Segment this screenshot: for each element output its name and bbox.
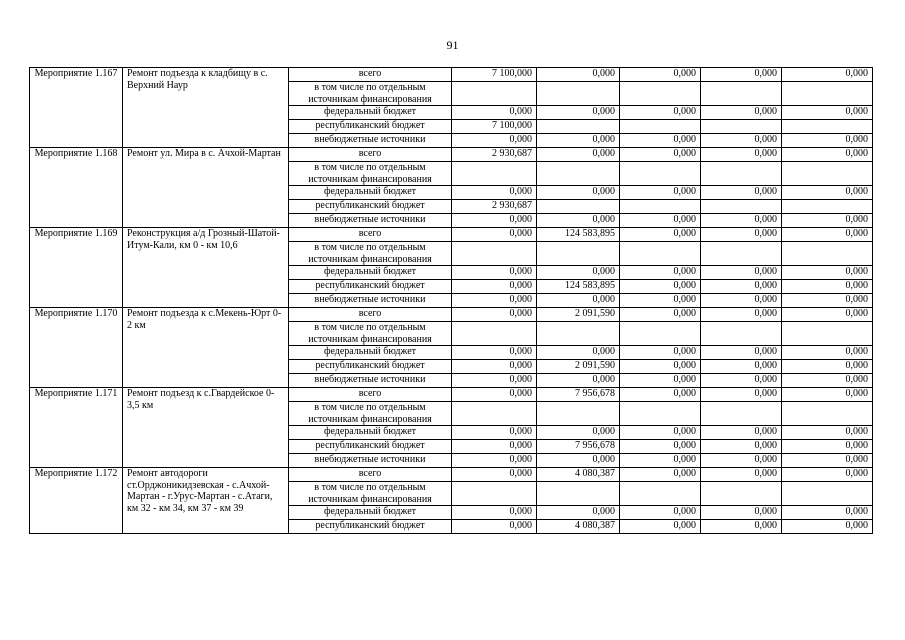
amount-cell <box>782 162 873 186</box>
amount-cell: 0,000 <box>701 214 782 228</box>
amount-cell <box>452 482 537 506</box>
amount-cell: 0,000 <box>782 214 873 228</box>
amount-cell: 0,000 <box>537 294 620 308</box>
amount-cell: 0,000 <box>537 506 620 520</box>
amount-cell: 0,000 <box>537 148 620 162</box>
amount-cell: 0,000 <box>452 134 537 148</box>
amount-cell: 0,000 <box>782 148 873 162</box>
amount-cell: 0,000 <box>452 214 537 228</box>
funding-source-cell: всего <box>289 308 452 322</box>
amount-cell: 0,000 <box>782 454 873 468</box>
amount-cell: 0,000 <box>701 374 782 388</box>
amount-cell <box>537 242 620 266</box>
amount-cell <box>782 482 873 506</box>
amount-cell <box>701 322 782 346</box>
amount-cell: 0,000 <box>701 294 782 308</box>
amount-cell: 2 091,590 <box>537 308 620 322</box>
funding-source-cell: внебюджетные источники <box>289 454 452 468</box>
amount-cell: 0,000 <box>537 426 620 440</box>
amount-cell: 0,000 <box>452 468 537 482</box>
funding-source-cell: федеральный бюджет <box>289 426 452 440</box>
amount-cell: 0,000 <box>701 280 782 294</box>
amount-cell: 0,000 <box>620 134 701 148</box>
amount-cell: 124 583,895 <box>537 228 620 242</box>
funding-source-cell: в том числе по отдельным источникам финансирования <box>289 482 452 506</box>
funding-source-cell: республиканский бюджет <box>289 360 452 374</box>
amount-cell: 0,000 <box>782 346 873 360</box>
amount-cell <box>537 402 620 426</box>
funding-source-cell: всего <box>289 228 452 242</box>
amount-cell: 0,000 <box>620 374 701 388</box>
amount-cell <box>537 82 620 106</box>
event-name-cell: Ремонт подъезд к с.Гвардейское 0-3,5 км <box>123 388 289 468</box>
amount-cell: 0,000 <box>620 214 701 228</box>
amount-cell <box>782 120 873 134</box>
table-row <box>30 228 873 242</box>
amount-cell <box>620 162 701 186</box>
amount-cell <box>782 200 873 214</box>
amount-cell: 7 956,678 <box>537 388 620 402</box>
amount-cell <box>701 402 782 426</box>
event-name-cell: Ремонт подъезда к кладбищу в с. Верхний Наур <box>123 68 289 148</box>
amount-cell: 0,000 <box>782 106 873 120</box>
amount-cell <box>701 200 782 214</box>
event-name-cell: Ремонт автодороги ст.Орджоникидзевская - с.Ачхой-Мартан - г.Урус-Мартан - с.Атаги, км 32 - км 34, км 37 - км 39 <box>123 468 289 534</box>
amount-cell: 0,000 <box>701 148 782 162</box>
funding-source-cell: внебюджетные источники <box>289 374 452 388</box>
amount-cell: 0,000 <box>701 346 782 360</box>
amount-cell: 0,000 <box>701 266 782 280</box>
amount-cell: 0,000 <box>620 468 701 482</box>
amount-cell: 0,000 <box>452 506 537 520</box>
amount-cell: 0,000 <box>782 266 873 280</box>
amount-cell: 0,000 <box>701 228 782 242</box>
amount-cell: 0,000 <box>620 148 701 162</box>
funding-source-cell: внебюджетные источники <box>289 134 452 148</box>
funding-source-cell: в том числе по отдельным источникам финансирования <box>289 242 452 266</box>
amount-cell: 0,000 <box>701 426 782 440</box>
amount-cell: 0,000 <box>452 280 537 294</box>
amount-cell: 0,000 <box>782 186 873 200</box>
funding-source-cell: республиканский бюджет <box>289 120 452 134</box>
event-number-cell: Мероприятие 1.171 <box>30 388 123 468</box>
funding-source-cell: внебюджетные источники <box>289 294 452 308</box>
amount-cell <box>537 322 620 346</box>
amount-cell: 0,000 <box>701 440 782 454</box>
amount-cell: 0,000 <box>782 374 873 388</box>
amount-cell: 0,000 <box>537 134 620 148</box>
amount-cell <box>537 120 620 134</box>
event-number-cell: Мероприятие 1.170 <box>30 308 123 388</box>
amount-cell <box>537 482 620 506</box>
amount-cell: 0,000 <box>452 106 537 120</box>
amount-cell: 0,000 <box>782 506 873 520</box>
amount-cell <box>782 82 873 106</box>
funding-source-cell: в том числе по отдельным источникам финансирования <box>289 402 452 426</box>
amount-cell: 0,000 <box>701 106 782 120</box>
amount-cell <box>782 402 873 426</box>
amount-cell <box>620 120 701 134</box>
amount-cell: 4 080,387 <box>537 468 620 482</box>
amount-cell: 0,000 <box>782 520 873 534</box>
amount-cell: 0,000 <box>452 346 537 360</box>
amount-cell: 0,000 <box>782 360 873 374</box>
amount-cell: 7 100,000 <box>452 68 537 82</box>
amount-cell: 0,000 <box>620 440 701 454</box>
amount-cell <box>452 242 537 266</box>
funding-source-cell: федеральный бюджет <box>289 506 452 520</box>
table-row <box>30 308 873 322</box>
amount-cell: 0,000 <box>782 388 873 402</box>
budget-table <box>29 67 873 534</box>
amount-cell: 0,000 <box>701 468 782 482</box>
amount-cell <box>537 162 620 186</box>
amount-cell <box>452 322 537 346</box>
event-number-cell: Мероприятие 1.167 <box>30 68 123 148</box>
funding-source-cell: в том числе по отдельным источникам финансирования <box>289 82 452 106</box>
amount-cell: 4 080,387 <box>537 520 620 534</box>
event-name-cell: Ремонт ул. Мира в с. Ачхой-Мартан <box>123 148 289 228</box>
amount-cell: 0,000 <box>620 186 701 200</box>
amount-cell: 0,000 <box>620 426 701 440</box>
amount-cell <box>452 162 537 186</box>
amount-cell: 0,000 <box>537 68 620 82</box>
amount-cell: 0,000 <box>620 308 701 322</box>
amount-cell: 2 091,590 <box>537 360 620 374</box>
amount-cell: 0,000 <box>782 280 873 294</box>
amount-cell: 0,000 <box>620 266 701 280</box>
amount-cell: 0,000 <box>782 308 873 322</box>
funding-source-cell: всего <box>289 148 452 162</box>
amount-cell: 0,000 <box>537 266 620 280</box>
amount-cell: 0,000 <box>620 228 701 242</box>
amount-cell: 0,000 <box>452 308 537 322</box>
amount-cell: 0,000 <box>537 186 620 200</box>
amount-cell: 0,000 <box>620 280 701 294</box>
amount-cell <box>452 402 537 426</box>
funding-source-cell: в том числе по отдельным источникам финансирования <box>289 322 452 346</box>
amount-cell: 0,000 <box>782 68 873 82</box>
amount-cell: 0,000 <box>620 106 701 120</box>
amount-cell: 0,000 <box>537 374 620 388</box>
table-row <box>30 148 873 162</box>
amount-cell: 0,000 <box>620 294 701 308</box>
amount-cell: 7 100,000 <box>452 120 537 134</box>
table-row <box>30 468 873 482</box>
amount-cell <box>452 82 537 106</box>
amount-cell: 0,000 <box>701 506 782 520</box>
amount-cell: 0,000 <box>701 134 782 148</box>
amount-cell <box>701 162 782 186</box>
event-name-cell: Реконструкция а/д Грозный-Шатой-Итум-Кали, км 0 - км 10,6 <box>123 228 289 308</box>
amount-cell <box>782 242 873 266</box>
amount-cell <box>701 120 782 134</box>
amount-cell: 0,000 <box>452 454 537 468</box>
amount-cell: 0,000 <box>701 388 782 402</box>
amount-cell: 0,000 <box>782 468 873 482</box>
amount-cell <box>701 242 782 266</box>
amount-cell: 0,000 <box>701 520 782 534</box>
event-number-cell: Мероприятие 1.172 <box>30 468 123 534</box>
amount-cell: 0,000 <box>701 360 782 374</box>
amount-cell <box>782 322 873 346</box>
amount-cell: 0,000 <box>620 520 701 534</box>
event-number-cell: Мероприятие 1.169 <box>30 228 123 308</box>
amount-cell: 0,000 <box>620 388 701 402</box>
amount-cell <box>620 482 701 506</box>
amount-cell: 0,000 <box>452 426 537 440</box>
amount-cell: 0,000 <box>452 294 537 308</box>
amount-cell: 0,000 <box>452 374 537 388</box>
amount-cell: 0,000 <box>782 294 873 308</box>
amount-cell <box>620 200 701 214</box>
funding-source-cell: республиканский бюджет <box>289 280 452 294</box>
funding-source-cell: всего <box>289 68 452 82</box>
funding-source-cell: республиканский бюджет <box>289 520 452 534</box>
event-number-cell: Мероприятие 1.168 <box>30 148 123 228</box>
amount-cell: 0,000 <box>620 506 701 520</box>
amount-cell <box>537 200 620 214</box>
amount-cell: 0,000 <box>782 228 873 242</box>
amount-cell: 0,000 <box>452 228 537 242</box>
amount-cell: 0,000 <box>452 186 537 200</box>
amount-cell <box>701 82 782 106</box>
amount-cell: 0,000 <box>620 454 701 468</box>
funding-source-cell: федеральный бюджет <box>289 106 452 120</box>
amount-cell: 0,000 <box>701 186 782 200</box>
amount-cell: 0,000 <box>620 360 701 374</box>
amount-cell: 0,000 <box>537 106 620 120</box>
amount-cell: 0,000 <box>452 388 537 402</box>
funding-source-cell: всего <box>289 388 452 402</box>
amount-cell: 0,000 <box>620 68 701 82</box>
amount-cell <box>620 82 701 106</box>
amount-cell: 7 956,678 <box>537 440 620 454</box>
amount-cell: 0,000 <box>701 454 782 468</box>
amount-cell: 0,000 <box>537 454 620 468</box>
amount-cell: 0,000 <box>701 68 782 82</box>
amount-cell: 0,000 <box>782 440 873 454</box>
amount-cell <box>620 322 701 346</box>
amount-cell: 0,000 <box>452 266 537 280</box>
amount-cell <box>701 482 782 506</box>
amount-cell: 0,000 <box>452 360 537 374</box>
amount-cell: 0,000 <box>452 440 537 454</box>
amount-cell: 0,000 <box>537 346 620 360</box>
amount-cell: 124 583,895 <box>537 280 620 294</box>
funding-source-cell: в том числе по отдельным источникам финансирования <box>289 162 452 186</box>
amount-cell: 0,000 <box>452 520 537 534</box>
table-row <box>30 388 873 402</box>
funding-source-cell: республиканский бюджет <box>289 440 452 454</box>
table-row <box>30 68 873 82</box>
amount-cell <box>620 242 701 266</box>
funding-source-cell: всего <box>289 468 452 482</box>
funding-source-cell: федеральный бюджет <box>289 266 452 280</box>
funding-source-cell: федеральный бюджет <box>289 186 452 200</box>
budget-table-body <box>30 68 873 534</box>
amount-cell: 0,000 <box>620 346 701 360</box>
amount-cell: 0,000 <box>537 214 620 228</box>
amount-cell: 0,000 <box>782 134 873 148</box>
funding-source-cell: республиканский бюджет <box>289 200 452 214</box>
page-number: 91 <box>446 38 459 52</box>
amount-cell <box>620 402 701 426</box>
amount-cell: 0,000 <box>701 308 782 322</box>
event-name-cell: Ремонт подъезда к с.Мекень-Юрт 0-2 км <box>123 308 289 388</box>
amount-cell: 2 930,687 <box>452 200 537 214</box>
amount-cell: 2 930,687 <box>452 148 537 162</box>
amount-cell: 0,000 <box>782 426 873 440</box>
funding-source-cell: федеральный бюджет <box>289 346 452 360</box>
funding-source-cell: внебюджетные источники <box>289 214 452 228</box>
